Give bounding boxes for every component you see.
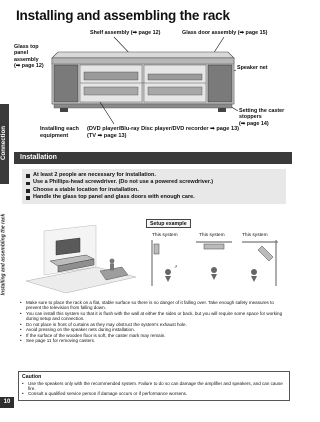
- room-illustration: [26, 225, 136, 295]
- page-title: Installing and assembling the rack: [16, 8, 230, 23]
- callout-caster: Setting the caster stoppers (➡ page 14): [239, 108, 285, 127]
- note-item: • If the surface of the wooden floor is soft, the caster mark may remain.: [20, 333, 288, 338]
- system-label: This system: [242, 233, 268, 238]
- installing-items: (DVD player/Blu-ray Disc player/DVD recorder ➡ page 13) (TV ➡ page 13): [87, 126, 240, 139]
- note-item: • You can install this system so that it is flush with the wall at either the sides or back, but you will require some space for working during setup and connection.: [20, 311, 288, 322]
- setup-example-corner: [242, 240, 278, 286]
- caution-box: [18, 371, 290, 401]
- caution-item: • Consult a qualified service person if damage occurs or if performance worsens.: [22, 391, 286, 396]
- page-number: 10: [0, 397, 14, 408]
- note-item: • Avoid pressing on the speaker nets during installation.: [20, 327, 288, 332]
- note-item: • Make sure to place the rack on a flat, stable surface so there is no danger of it falling over. Take enough safety measures to prevent the television from falling down.: [20, 300, 288, 311]
- notice-item: At least 2 people are necessary for installation.: [26, 172, 282, 179]
- callout-glass-top: Glass top panel assembly (➡ page 12): [14, 44, 44, 70]
- installation-notices: [22, 169, 286, 204]
- installation-notes: [20, 300, 288, 344]
- installation-heading: Installation: [14, 152, 292, 164]
- section-tab-label: Connection: [0, 125, 7, 161]
- setup-example-side-wall: [150, 240, 186, 286]
- notice-item: Use a Phillips-head screwdriver. (Do not use a powered screwdriver.): [26, 179, 282, 186]
- setup-example-label: Setup example: [146, 219, 191, 228]
- note-item: • See page 11 for removing casters.: [20, 338, 288, 343]
- note-item: • Do not place in front of curtains as they may obstruct the system's exhaust hole.: [20, 322, 288, 327]
- notice-item: Handle the glass top panel and glass doors with enough care.: [26, 194, 282, 201]
- installing-label: Installing each equipment: [40, 126, 79, 139]
- system-label: This system: [152, 233, 178, 238]
- setup-example-back-wall: [196, 240, 232, 286]
- system-label: This system: [199, 233, 225, 238]
- notice-item: Choose a stable location for installation.: [26, 187, 282, 194]
- svg-text:↗: ↗: [174, 264, 178, 269]
- side-subtitle: Installing and assembling the rack: [0, 213, 7, 296]
- callout-speaker-net: Speaker net: [237, 65, 268, 71]
- caution-title: Caution: [22, 374, 42, 380]
- callout-shelf: Shelf assembly (➡ page 12): [90, 30, 161, 36]
- rack-illustration: [14, 30, 294, 132]
- callout-glass-door: Glass door assembly (➡ page 15): [182, 30, 268, 36]
- caution-item: • Use the speakers only with the recommended system. Failure to do so can damage the amplifier and speakers, and can cause fire.: [22, 381, 286, 392]
